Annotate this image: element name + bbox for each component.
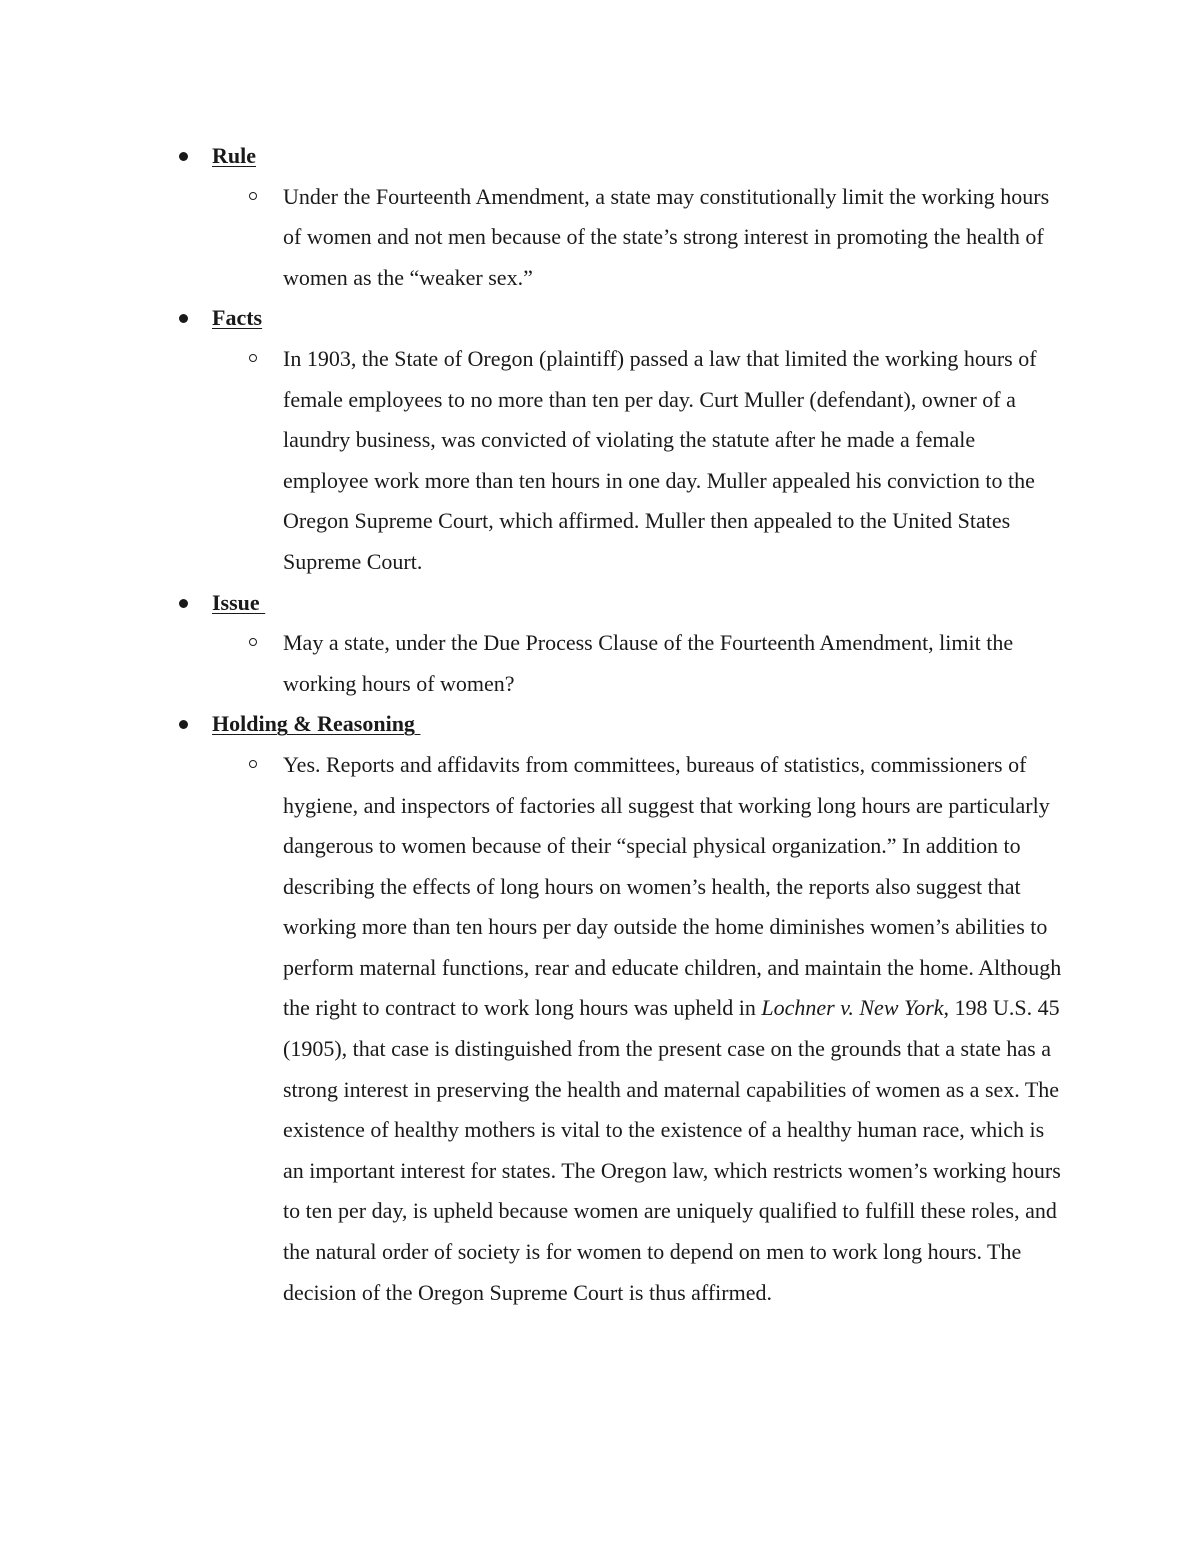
bullet-icon xyxy=(179,152,188,161)
sub-bullet-icon xyxy=(249,760,257,768)
facts-heading-row xyxy=(0,298,1200,339)
rule-text: Under the Fourteenth Amendment, a state may constitutionally limit the working hours of women and not men because of the state’s strong interest in promoting the health of women as the “weaker sex.” xyxy=(283,183,1050,290)
bullet-icon xyxy=(179,599,188,608)
rule-item xyxy=(0,177,1063,299)
rule-section xyxy=(0,136,1200,298)
case-brief xyxy=(0,136,1200,1313)
issue-text: May a state, under the Due Process Clause of the Fourteenth Amendment, limit the working hours of women? xyxy=(283,630,1014,696)
sub-bullet-icon xyxy=(249,192,257,200)
holding-heading-row xyxy=(0,704,1200,745)
bullet-icon xyxy=(179,314,188,323)
case-citation-name: Lochner v. New York xyxy=(761,995,944,1021)
holding-item xyxy=(0,745,1063,1313)
bullet-icon xyxy=(179,720,188,729)
facts-text: In 1903, the State of Oregon (plaintiff) passed a law that limited the working hours of female employees to no more than ten per day. Curt Muller (defendant), owner of a laundry business, was convicted of violating the statute after he made a female employee work more than ten hours in one day. Muller appealed his conviction to the Oregon Supreme Court, which affirmed. Muller then appealed to the United States Supreme Court. xyxy=(283,345,1037,574)
holding-section xyxy=(0,704,1200,1313)
holding-text-before: Yes. Reports and affidavits from committees, bureaus of statistics, commissioners of hygiene, and inspectors of factories all suggest that working long hours are particularly dangerous to women because of their “special physical organization.” In addition to describing the effects of long hours on women’s health, the reports also suggest that working more than ten hours per day outside the home diminishes women’s abilities to perform maternal functions, rear and educate children, and maintain the home. Although the right to contract to work long hours was upheld in xyxy=(283,751,1062,1021)
issue-heading-row xyxy=(0,583,1200,624)
issue-heading: Issue xyxy=(212,589,266,615)
holding-text xyxy=(283,745,1063,1313)
facts-item xyxy=(0,339,1063,583)
issue-item xyxy=(0,623,1063,704)
issue-section xyxy=(0,583,1200,705)
facts-section xyxy=(0,298,1200,582)
rule-heading: Rule xyxy=(212,143,256,168)
sub-bullet-icon xyxy=(249,354,257,362)
holding-text-after: , 198 U.S. 45 (1905), that case is distinguished from the present case on the grounds that a state has a strong interest in preserving the health and maternal capabilities of women as a sex. The existence of healthy mothers is vital to the existence of a healthy human race, which is an important interest for states. The Oregon law, which restricts women’s working hours to ten per day, is upheld because women are uniquely qualified to fulfill these roles, and the natural order of society is for women to depend on men to work long hours. The decision of the Oregon Supreme Court is thus affirmed. xyxy=(283,995,1061,1305)
rule-heading-row xyxy=(0,136,1200,177)
sub-bullet-icon xyxy=(249,638,257,646)
facts-heading: Facts xyxy=(212,305,263,331)
holding-heading: Holding & Reasoning xyxy=(212,711,421,737)
